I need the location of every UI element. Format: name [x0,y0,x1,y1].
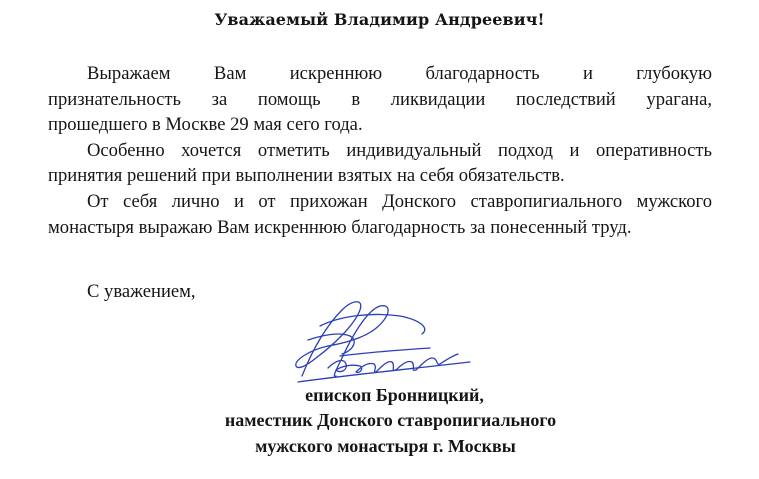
handwritten-signature [280,296,480,388]
signatory-title: епископ Бронницкий, [305,385,484,405]
paragraph-line: признательность за помощь в ликвидации последствий урагана, [48,88,712,110]
signatory-place: мужского монастыря г. Москвы [255,436,516,456]
closing-phrase: С уважением, [87,281,196,302]
signatory-role: наместник Донского ставропигиального [224,410,557,430]
paragraph-approach [48,138,712,189]
salutation: Уважаемый Владимир Андреевич! [214,10,545,29]
paragraph-parishioners [48,189,712,240]
paragraph-gratitude [48,61,712,138]
paragraph-line: принятия решений при выполнении взятых на себя обязательств. [48,165,565,187]
paragraph-line: Выражаем Вам искреннюю благодарность и глубокую [87,63,712,84]
paragraph-line: Особенно хочется отметить индивидуальный подход и оперативность [87,139,712,161]
paragraph-line: От себя лично и от прихожан Донского ставропигиального мужского [87,190,712,212]
paragraph-line: монастыря выражаю Вам искреннюю благодарность за понесенный труд. [48,216,632,238]
paragraph-line: прошедшего в Москве 29 мая сего года. [48,114,363,136]
letter-body [48,61,712,240]
